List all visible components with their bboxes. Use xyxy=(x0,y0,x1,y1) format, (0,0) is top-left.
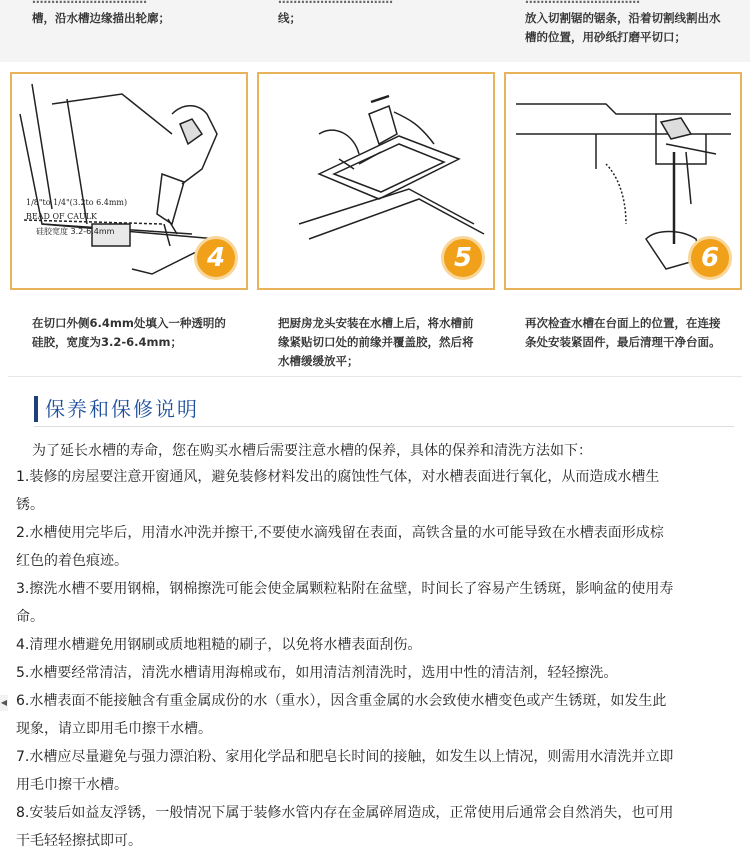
step-5-badge: 5 xyxy=(441,236,485,280)
maintenance-list xyxy=(16,463,744,855)
title-underline xyxy=(34,426,734,427)
list-item-line: 4.清理水槽避免用钢刷或质地粗糙的刷子，以免将水槽表面刮伤。 xyxy=(16,637,422,653)
caption-line xyxy=(32,0,170,9)
caption-line: 缘紧贴切口处的前缘并覆盖胶，然后将 xyxy=(278,335,474,349)
list-item-line: 干毛轻轻擦拭即可。 xyxy=(16,833,142,849)
caption-line: 线； xyxy=(278,11,301,25)
bead-of-caulk-label: BEAD OF CAULK xyxy=(26,212,98,221)
list-item xyxy=(16,659,744,687)
section-divider xyxy=(8,376,742,377)
list-item-line: 2.水槽使用完毕后，用清水冲洗并擦干,不要使水滴残留在表面，高铁含量的水可能导致在水槽表面形成棕 xyxy=(16,525,664,541)
list-item-line: 1.装修的房屋要注意开窗通风，避免装修材料发出的腐蚀性气体，对水槽表面进行氧化，从而造成水槽生 xyxy=(16,469,660,485)
caption-line: 槽的位置，用砂纸打磨平切口； xyxy=(525,30,686,44)
step-3-caption xyxy=(525,0,721,47)
list-item xyxy=(16,575,744,631)
step-6-badge: 6 xyxy=(688,236,732,280)
step-1-caption xyxy=(32,0,170,28)
list-item xyxy=(16,799,744,855)
caption-line xyxy=(525,0,721,9)
step-4-badge: 4 xyxy=(194,236,238,280)
step-6-illustration xyxy=(504,72,742,290)
caption-line: 放入切割锯的锯条，沿着切割线割出水 xyxy=(525,11,721,25)
list-item xyxy=(16,519,744,575)
step-5-caption xyxy=(278,314,474,371)
list-item-line: 红色的着色痕迹。 xyxy=(16,553,128,569)
section-title: 保养和保修说明 xyxy=(45,397,199,421)
caulk-width-label: 1/8"to 1/4"(3.2to 6.4mm) xyxy=(26,198,128,207)
list-item-line: 命。 xyxy=(16,609,44,625)
list-item xyxy=(16,631,744,659)
caption-line: 在切口外侧6.4mm处填入一种透明的 xyxy=(32,316,226,330)
step-6-caption xyxy=(525,314,721,352)
caulk-width-cn-label: 硅胶宽度 3.2-6.4mm xyxy=(36,227,115,236)
list-item-line: 6.水槽表面不能接触含有重金属成份的水（重水），因含重金属的水会致使水槽变色或产生锈斑，如发生此 xyxy=(16,693,667,709)
list-item-line: 5.水槽要经常清洁，清洗水槽请用海棉或布，如用清洁剂清洗时，选用中性的清洁剂，轻轻擦洗。 xyxy=(16,665,618,681)
caption-line: 把厨房龙头安装在水槽上后，将水槽前 xyxy=(278,316,474,330)
list-item xyxy=(16,743,744,799)
step-5-illustration xyxy=(257,72,495,290)
list-item-line: 用毛巾擦干水槽。 xyxy=(16,777,128,793)
list-item xyxy=(16,463,744,519)
title-accent-bar xyxy=(34,396,38,422)
list-item-line: 8.安装后如益友浮锈，一般情况下属于装修水管内存在金属碎屑造成，正常使用后通常会自然消失，也可用 xyxy=(16,805,674,821)
caption-line: 硅胶，宽度为3.2-6.4mm； xyxy=(32,335,182,349)
section-intro: 为了延长水槽的寿命，您在购买水槽后需要注意水槽的保养，具体的保养和清洗方法如下： xyxy=(32,443,592,459)
step-2-caption xyxy=(278,0,393,28)
caption-line: 槽，沿水槽边缘描出轮廓； xyxy=(32,11,170,25)
list-item-line: 现象，请立即用毛巾擦干水槽。 xyxy=(16,721,212,737)
step-4-caption xyxy=(32,314,226,352)
step-4-illustration xyxy=(10,72,248,290)
list-item-line: 7.水槽应尽量避免与强力漂泊粉、家用化学品和肥皂长时间的接触，如发生以上情况，则需用水清洗并立即 xyxy=(16,749,674,765)
list-item-line: 3.擦洗水槽不要用钢棉，钢棉擦洗可能会使金属颗粒粘附在盆壁，时间长了容易产生锈斑，影响盆的使用寿 xyxy=(16,581,674,597)
list-item-line: 锈。 xyxy=(16,497,44,513)
caption-line: 水槽缓缓放平； xyxy=(278,354,359,368)
list-item xyxy=(16,687,744,743)
caption-line: 条处安装紧固件，最后清理干净台面。 xyxy=(525,335,721,349)
caption-line: 再次检查水槽在台面上的位置，在连接 xyxy=(525,316,721,330)
caption-line xyxy=(278,0,393,9)
scroll-left-arrow-icon[interactable]: ◀ xyxy=(0,695,8,711)
